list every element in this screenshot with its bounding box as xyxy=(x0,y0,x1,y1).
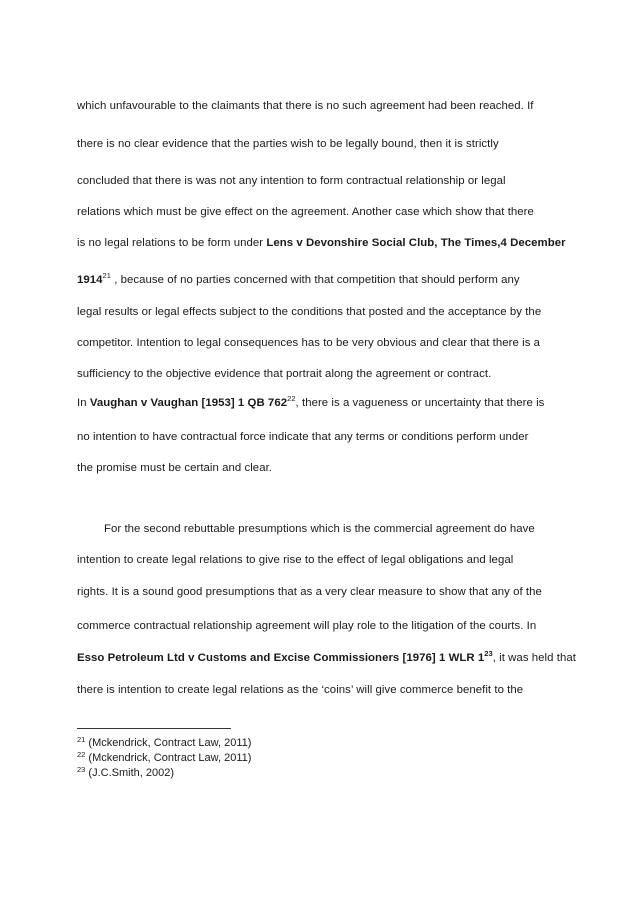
footnote-23 xyxy=(77,766,174,780)
body-line-3: concluded that there is was not any intention to form contractual relationship or legal xyxy=(77,175,506,187)
body-line-4: relations which must be give effect on the agreement. Another case which show that there xyxy=(77,206,534,218)
footnote-22 xyxy=(77,751,251,765)
footnote-ref-21[interactable]: 21 xyxy=(102,271,111,280)
case-citation-vaughan: Vaughan v Vaughan [1953] 1 QB 762 xyxy=(89,397,288,409)
body-line-18: there is intention to create legal relations as the ‘coins’ will give commerce benefit to the xyxy=(77,684,524,696)
body-line-6-text: , because of no parties concerned with that competition that should perform any xyxy=(111,274,520,286)
body-line-17-text: , it was held that xyxy=(492,652,576,664)
body-line-17 xyxy=(77,651,577,665)
case-citation-lens: Lens v Devonshire Social Club, The Times,4 December xyxy=(266,237,566,249)
body-line-5 xyxy=(77,236,577,250)
footnote-text: (Mckendrick, Contract Law, 2011) xyxy=(85,752,252,764)
footnote-number: 21 xyxy=(77,735,86,744)
body-line-10 xyxy=(77,396,577,410)
footnote-text: (Mckendrick, Contract Law, 2011) xyxy=(85,737,252,749)
body-line-13: For the second rebuttable presumptions which is the commercial agreement do have xyxy=(104,523,535,535)
body-line-1: which unfavourable to the claimants that there is no such agreement had been reached. If xyxy=(77,100,534,112)
body-line-15: rights. It is a sound good presumptions that as a very clear measure to show that any of the xyxy=(77,586,542,598)
footnote-21 xyxy=(77,736,251,750)
case-citation-esso: Esso Petroleum Ltd v Customs and Excise Commissioners [1976] 1 WLR 1 xyxy=(77,652,485,664)
body-line-5-text: is no legal relations to be form under xyxy=(77,237,267,249)
body-line-16: commerce contractual relationship agreement will play role to the litigation of the courts. In xyxy=(77,620,537,632)
body-line-14: intention to create legal relations to give rise to the effect of legal obligations and legal xyxy=(77,554,514,566)
footnote-ref-22[interactable]: 22 xyxy=(287,394,296,403)
footnote-text: (J.C.Smith, 2002) xyxy=(85,767,174,779)
footnote-separator xyxy=(77,728,231,729)
body-line-10-pre: In xyxy=(77,397,90,409)
footnote-number: 23 xyxy=(77,765,86,774)
body-line-7: legal results or legal effects subject to the conditions that posted and the acceptance by the xyxy=(77,306,542,318)
body-line-10-text: , there is a vagueness or uncertainty that there is xyxy=(295,397,545,409)
body-line-11: no intention to have contractual force indicate that any terms or conditions perform under xyxy=(77,431,529,443)
body-line-2: there is no clear evidence that the parties wish to be legally bound, then it is strictly xyxy=(77,138,499,150)
case-year: 1914 xyxy=(77,274,103,286)
footnote-ref-23[interactable]: 23 xyxy=(484,649,493,658)
body-line-8: competitor. Intention to legal consequences has to be very obvious and clear that there is a xyxy=(77,337,541,349)
footnote-number: 22 xyxy=(77,750,86,759)
body-line-12: the promise must be certain and clear. xyxy=(77,462,273,474)
body-line-9: sufficiency to the objective evidence that portrait along the agreement or contract. xyxy=(77,368,492,380)
body-line-6 xyxy=(77,273,577,287)
